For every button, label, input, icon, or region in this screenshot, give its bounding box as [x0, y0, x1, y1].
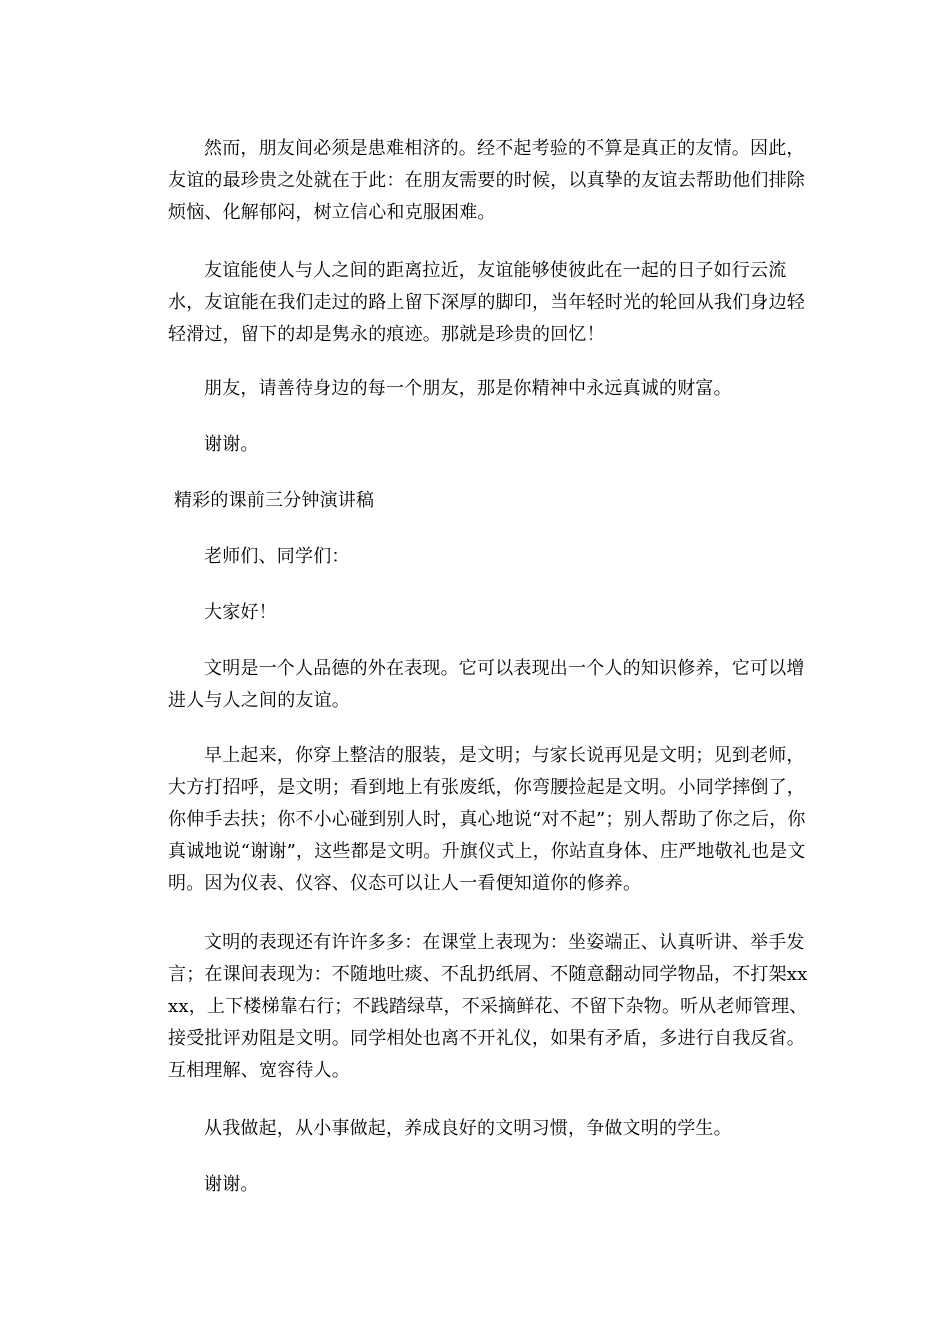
paragraph-greeting: 大家好！ [204, 602, 277, 623]
paragraph-friendship-memories: 友谊能使人与人之间的距离拉近，友谊能够使彼此在一起的日子如行云流水，友谊能在我们走过的路上留下深厚的脚印，当年轻时光的轮回从我们身边轻轻滑过，留下的却是隽永的痕迹。那就是珍贵的回忆！ [168, 260, 805, 345]
paragraph-thanks-1: 谢谢。 [204, 434, 259, 455]
paragraph-friendship-hardship: 然而，朋友间必须是患难相济的。经不起考验的不算是真正的友情。因此，友谊的最珍贵之处就在于此：在朋友需要的时候，以真挚的友谊去帮助他们排除烦恼、化解郁闷，树立信心和克服困难。 [168, 138, 805, 223]
speech-title: 精彩的课前三分钟演讲稿 [174, 490, 375, 511]
paragraph-civility-examples: 早上起来，你穿上整洁的服装，是文明；与家长说再见是文明；见到老师，大方打招呼，是文明；看到地上有张废纸，你弯腰捡起是文明。小同学摔倒了，你伸手去扶；你不小心碰到别人时，真心地说“对不起”；别人帮助了你之后，你真诚地说“谢谢”，这些都是文明。升旗仪式上，你站直身体、庄严地敬礼也是文明。因为仪表、仪容、仪态可以让人一看便知道你的修养。 [168, 745, 806, 894]
paragraph-thanks-2: 谢谢。 [204, 1174, 259, 1195]
paragraph-start-from-me: 从我做起，从小事做起，养成良好的文明习惯，争做文明的学生。 [204, 1118, 732, 1139]
paragraph-civility-intro: 文明是一个人品德的外在表现。它可以表现出一个人的知识修养，它可以增进人与人之间的友谊。 [168, 658, 805, 711]
paragraph-treat-friends: 朋友，请善待身边的每一个朋友，那是你精神中永远真诚的财富。 [204, 378, 732, 399]
paragraph-civility-behaviors: 文明的表现还有许许多多：在课堂上表现为：坐姿端正、认真听讲、举手发言；在课间表现为：不随地吐痰、不乱扔纸屑、不随意翻动同学物品，不打架xxxx，上下楼梯靠右行；不践踏绿草，不采摘鲜花、不留下杂物。听从老师管理、接受批评劝阻是文明。同学相处也离不开礼仪，如果有矛盾，多进行自我反省。互相理解、宽容待人。 [168, 932, 808, 1081]
paragraph-salutation: 老师们、同学们： [204, 546, 350, 567]
